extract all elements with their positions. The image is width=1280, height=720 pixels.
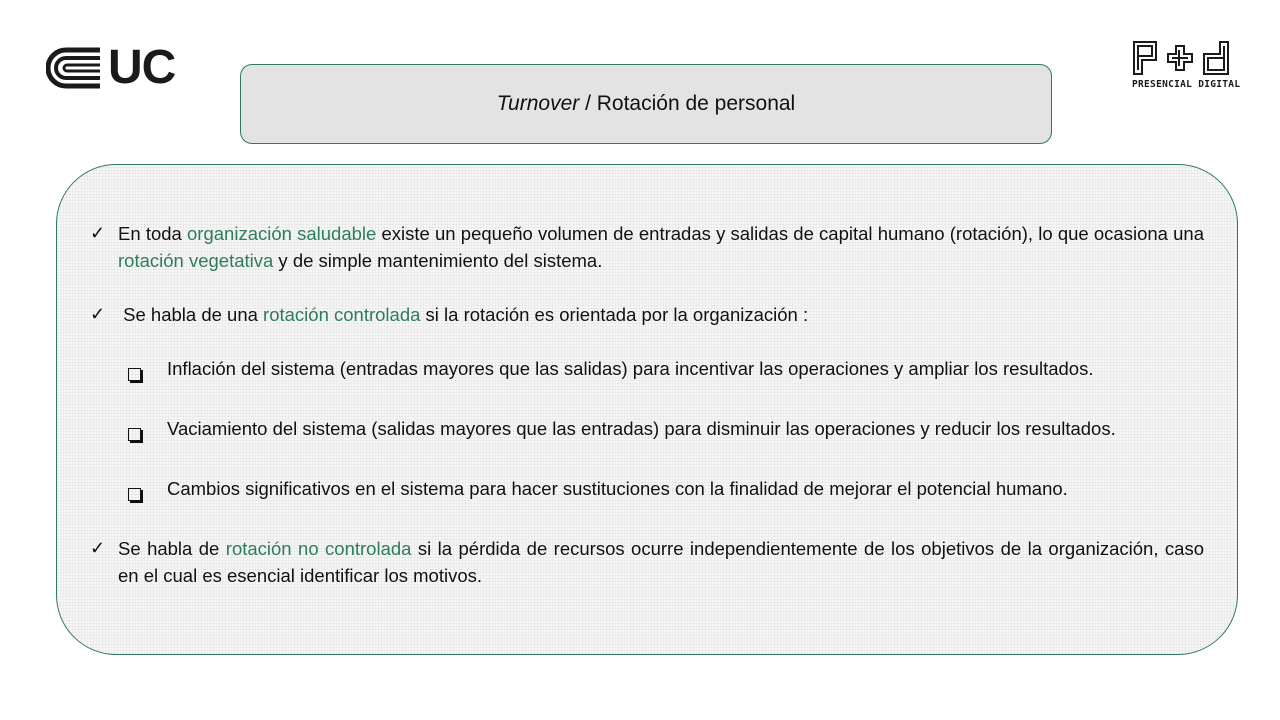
bullet-uncontrolled-rotation xyxy=(90,535,1204,589)
highlight-term: organización saludable xyxy=(187,223,377,244)
highlight-term: rotación vegetativa xyxy=(118,250,274,271)
ptd-emblem-icon xyxy=(1132,40,1234,76)
sub-item-text: Cambios significativos en el sistema para hacer sustituciones con la finalidad de mejorar el potencial humano. xyxy=(167,478,1068,499)
text-run: si la pérdida de recursos ocurre independientemente de los objetivos de la organización, caso en el cual es esencial identificar los motivos. xyxy=(118,538,1204,586)
sub-item-changes xyxy=(128,475,1204,508)
sub-item-text: Inflación del sistema (entradas mayores que las salidas) para incentivar las operaciones y ampliar los resultados. xyxy=(167,358,1094,379)
highlight-term: rotación controlada xyxy=(263,304,421,325)
sub-item-text: Vaciamiento del sistema (salidas mayores que las entradas) para disminuir las operaciones y reducir los resultados. xyxy=(167,418,1116,439)
text-run: En toda xyxy=(118,223,188,244)
title-italic-word: Turnover xyxy=(496,92,580,115)
highlight-term: rotación no controlada xyxy=(225,538,412,559)
checkmark-icon: ✓ xyxy=(90,223,106,243)
text-run: Se habla de xyxy=(118,538,226,559)
checkbox-bullet-icon xyxy=(128,355,167,388)
text-run: Se habla de una xyxy=(118,304,264,325)
bullet-text xyxy=(118,301,1204,328)
text-run: si la rotación es orientada por la organización : xyxy=(420,304,809,325)
sub-item-inflation xyxy=(128,355,1204,388)
checkmark-icon: ✓ xyxy=(90,538,106,558)
sub-item-emptying xyxy=(128,415,1204,448)
text-run: existe un pequeño volumen de entradas y salidas de capital humano (rotación), lo que ocasiona una xyxy=(376,223,1204,244)
checkbox-bullet-icon xyxy=(128,415,167,448)
bullet-text xyxy=(118,535,1204,589)
checkmark-icon: ✓ xyxy=(90,304,106,324)
slide-title xyxy=(240,64,1052,144)
bullet-controlled-rotation xyxy=(90,301,1204,328)
ptd-logo-caption: PRESENCIAL DIGITAL xyxy=(1132,79,1241,90)
text-run: y de simple mantenimiento del sistema. xyxy=(273,250,603,271)
ptd-logo xyxy=(1132,40,1241,90)
bullet-text xyxy=(118,220,1204,274)
uc-emblem-icon xyxy=(46,47,102,89)
checkbox-bullet-icon xyxy=(128,475,167,508)
uc-logo xyxy=(46,41,176,94)
title-rest: / Rotación de personal xyxy=(579,92,796,115)
content-body xyxy=(90,220,1204,589)
uc-logo-text: UC xyxy=(108,41,176,94)
bullet-healthy-rotation xyxy=(90,220,1204,274)
